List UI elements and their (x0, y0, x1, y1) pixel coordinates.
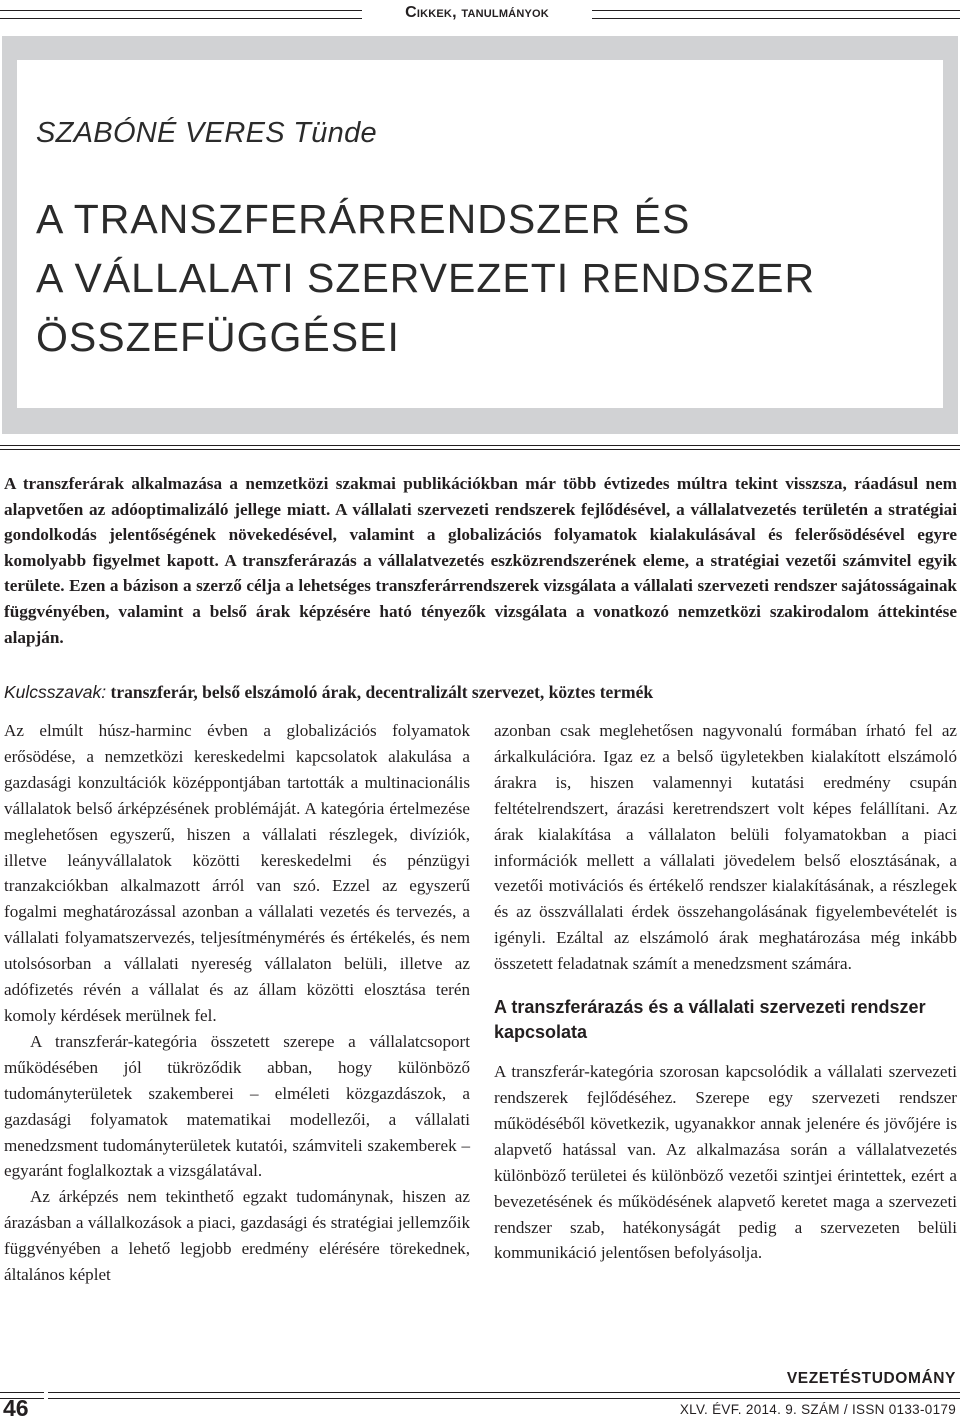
article-title (36, 190, 815, 367)
paragraph: A transzferár-kategória összetett szerepe a vállalatcsoport működésében jól tükröződik abban, hogy különböző tudományterületek szakemberei – elméleti közgazdászok, a gazdasági folyamatok matematikai modellezői, a vállalati menedzsment tudományterületek kutatói, számviteli szakemberek – egyaránt foglalkoztak a vizsgálatával. (4, 1031, 470, 1181)
running-header (0, 4, 960, 24)
abstract-rule-top (0, 445, 960, 446)
journal-name: VEZETÉSTUDOMÁNY (786, 1370, 956, 1387)
title-line: A VÁLLALATI SZERVEZETI RENDSZER (36, 255, 816, 301)
title-line: ÖSSZEFÜGGÉSEI (36, 314, 400, 360)
keywords-list: transzferár, belső elszámoló árak, decentralizált szervezet, köztes termék (110, 682, 654, 702)
keywords-label: Kulcsszavak: (4, 682, 107, 702)
footer-rule-right (48, 1392, 960, 1399)
abstract-rule-top-2 (0, 449, 960, 450)
paragraph: A transzferár-kategória szorosan kapcsolódik a vállalati szervezeti rendszerek fejlődéséhez. Szerepe egy szervezeti rendszer működéséből következik, ugyanakkor annak jelenére és jövőjére is alapvető hatással van. Az alkalmazása során a vállalatvezetés különböző területei és különböző vezetői szintjei érintettek, ezért a bevezetésének és működésének alapvető keretet maga a szervezeti rendszer szab, hatékonyságát pedig a szervezeten belüli kommunikáció jelentősen befolyásolja. (494, 1062, 957, 1263)
title-line: A TRANSZFERÁRRENDSZER ÉS (36, 196, 691, 242)
section-heading: A transzferárazás és a vállalati szervezeti rendszer kapcsolata (494, 997, 926, 1043)
section-label: Cikkek, tanulmányok (405, 4, 549, 21)
paragraph: Az elmúlt húsz-harminc évben a globalizációs folyamatok erősödése, a nemzetközi kereskedelmi kapcsolatok alakulása a gazdasági konzultációk középpontjában tartották a multinacionális vállalatok belső árképzésének problémáját. A kategória értelmezése meglehetősen egyszerű, hiszen a vállalati részlegek, divíziók, illetve leányvállalatok közötti kereskedelmi és pénzügyi tranzakciókban alkalmazott árról van szó. Ezzel az egyszerű fogalmi meghatározással azonban a vállalati vezetés és tervezés, a vállalati folyamatszervezés, teljesítménymérés és értékelés, és nem utolsósorban a vállalati nyereség vállalaton belüli, illetve az adófizetés révén a vállalat és az állam közötti elosztása terén komoly kérdések merülnek fel. (4, 721, 470, 1025)
header-rule-left (0, 10, 362, 19)
body-column-right (494, 718, 957, 1266)
body-column-left (4, 718, 470, 1288)
header-rule-right (592, 10, 960, 19)
abstract: A transzferárak alkalmazása a nemzetközi szakmai publikációkban már több évtizedes múltra tekint visszsza, ráadásul nem alapvetően az adóoptimalizáló jellege miatt. A vállalati szervezeti rendszerek fejlődésével, a vállalatvezetés területén a stratégiai gondolkodás jelentőségének növekedésével, valamint a globalizációs folyamatok kialakulásával és felerősödésével egyre komolyabb figyelmet kapott. A transzferárazás a vállalatvezetés eszközrendszerének eleme, a stratégiai vezetői számvitel egyik területe. Ezen a bázison a szerző célja a lehetséges transzferárrendszerek vizsgálata a vállalati szervezeti rendszer sajátosságainak függvényében, valamint a belső árak képzésére ható tényezők vizsgálata a vonatkozó nemzetközi szakirodalom áttekintése alapján. (4, 474, 957, 647)
page-number: 46 (3, 1395, 29, 1421)
author-name: SZABÓNÉ VERES Tünde (36, 117, 377, 149)
issue-info: XLV. ÉVF. 2014. 9. SZÁM / ISSN 0133-0179 (679, 1402, 956, 1417)
paragraph: Az árképzés nem tekinthető egzakt tudománynak, hiszen az árazásban a vállalkozások a piaci, gazdasági és stratégiai jellemzőik függvényében a lehető legjobb eredmény elérésére törekednek, általános képlet (4, 1187, 470, 1285)
keywords (4, 680, 957, 704)
paragraph: azonban csak meglehetősen nagyvonalú formában írható fel az árkalkulációra. Igaz ez a belső ügyletekben kialakított elszámoló árakra is, hiszen valamennyi kutatási eredmény csupán feltételrendszert, árazási keretrendszert volt képes felállítani. Az árak kialakítása a vállalaton belüli folyamatokban a piaci információk mellett a vállalati jövedelem belső elosztásának, a vezetői motivációs és értékelő rendszer kialakításának, a részlegek és az összvállalati érdek összehangolásának figyelembevételét is igényli. Ezáltal az elszámoló árak meghatározása még inkább összetett feladatnak számít a menedzsment számára. (494, 721, 957, 974)
